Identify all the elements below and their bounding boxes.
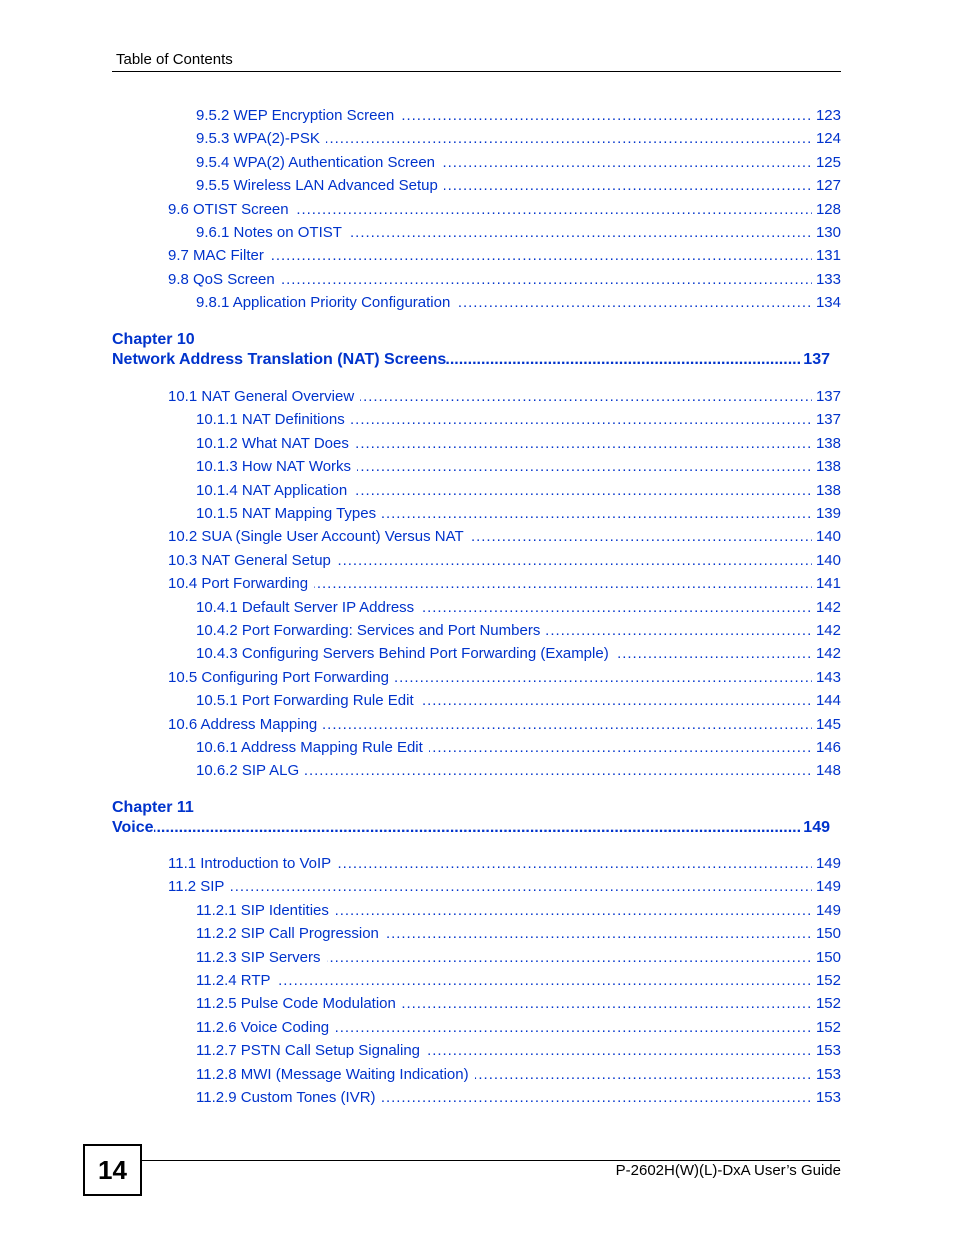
toc-entry-title: 10.4.3 Configuring Servers Behind Port Forwarding (Example) <box>196 645 615 662</box>
toc-entry-page: 153 <box>812 1088 841 1108</box>
toc-entry-page: 144 <box>812 691 841 711</box>
dot-leader <box>112 817 830 839</box>
toc-entry[interactable] <box>168 854 841 874</box>
toc-entry[interactable] <box>196 410 841 430</box>
toc-entry-page: 142 <box>812 644 841 664</box>
toc-entry-title: 11.2.5 Pulse Code Modulation <box>196 995 402 1012</box>
chapter-10-title: Network Address Translation (NAT) Screens <box>112 351 447 368</box>
toc-entry[interactable] <box>196 738 841 758</box>
toc-entry-title: 10.6 Address Mapping <box>168 716 323 733</box>
header-divider <box>112 71 841 72</box>
toc-entry-page: 152 <box>812 994 841 1014</box>
toc-entry-page: 141 <box>812 574 841 594</box>
toc-entry-page: 153 <box>812 1065 841 1085</box>
toc-entry-title: 11.2.8 MWI (Message Waiting Indication) <box>196 1066 475 1083</box>
toc-entry[interactable] <box>196 457 841 477</box>
toc-entry-title: 10.1 NAT General Overview <box>168 388 360 405</box>
toc-entry-title: 11.1 Introduction to VoIP <box>168 855 337 872</box>
toc-entry-title: 11.2.3 SIP Servers <box>196 949 327 966</box>
toc-entry-title: 9.8.1 Application Priority Configuration <box>196 294 456 311</box>
toc-entry-page: 139 <box>812 504 841 524</box>
toc-entry-page: 123 <box>812 106 841 126</box>
toc-entry[interactable] <box>196 901 841 921</box>
toc-entry-page: 150 <box>812 948 841 968</box>
toc-entry-page: 133 <box>812 270 841 290</box>
toc-entry[interactable] <box>196 948 841 968</box>
toc-entry[interactable] <box>168 668 841 688</box>
toc-entry-title: 10.1.4 NAT Application <box>196 482 353 499</box>
toc-entry[interactable] <box>196 1018 841 1038</box>
toc-entry[interactable] <box>196 504 841 524</box>
toc-entry-page: 124 <box>812 129 841 149</box>
toc-entry-page: 152 <box>812 1018 841 1038</box>
toc-entry[interactable] <box>196 129 841 149</box>
toc-entry[interactable] <box>168 527 841 547</box>
toc-entry-page: 153 <box>812 1041 841 1061</box>
toc-entry-title: 10.3 NAT General Setup <box>168 552 337 569</box>
toc-entry-title: 10.2 SUA (Single User Account) Versus NAT <box>168 528 470 545</box>
toc-entry-title: 10.6.1 Address Mapping Rule Edit <box>196 739 429 756</box>
toc-entry-title: 11.2.6 Voice Coding <box>196 1019 335 1036</box>
toc-entry-page: 142 <box>812 621 841 641</box>
toc-entry-page: 130 <box>812 223 841 243</box>
chapter-10-page: 137 <box>801 349 830 371</box>
toc-entry-page: 145 <box>812 715 841 735</box>
toc-entry[interactable] <box>196 481 841 501</box>
toc-entry-title: 10.1.5 NAT Mapping Types <box>196 505 382 522</box>
toc-entry[interactable] <box>196 621 841 641</box>
toc-entry-title: 10.1.2 What NAT Does <box>196 435 355 452</box>
toc-entry[interactable] <box>196 761 841 781</box>
toc-entry-title: 11.2.1 SIP Identities <box>196 902 335 919</box>
toc-entry-page: 138 <box>812 434 841 454</box>
toc-entry[interactable] <box>196 1065 841 1085</box>
toc-entry[interactable] <box>196 223 841 243</box>
toc-entry-page: 148 <box>812 761 841 781</box>
toc-entry-page: 149 <box>812 854 841 874</box>
toc-entry-title: 11.2.7 PSTN Call Setup Signaling <box>196 1042 426 1059</box>
toc-entry[interactable] <box>196 106 841 126</box>
toc-entry-title: 10.4.2 Port Forwarding: Services and Port Numbers <box>196 622 546 639</box>
chapter-11-entry[interactable] <box>112 817 830 839</box>
toc-entry[interactable] <box>168 551 841 571</box>
toc-entry[interactable] <box>168 715 841 735</box>
toc-entry-title: 9.7 MAC Filter <box>168 247 270 264</box>
toc-entry[interactable] <box>196 293 841 313</box>
toc-entry-page: 152 <box>812 971 841 991</box>
toc-entry-page: 138 <box>812 457 841 477</box>
dot-leader <box>168 877 841 897</box>
chapter-11-title: Voice <box>112 819 154 836</box>
toc-entry-title: 11.2.4 RTP <box>196 972 277 989</box>
toc-entry-title: 10.6.2 SIP ALG <box>196 762 305 779</box>
toc-entry-page: 137 <box>812 387 841 407</box>
toc-entry[interactable] <box>196 1088 841 1108</box>
toc-entry[interactable] <box>196 691 841 711</box>
toc-entry[interactable] <box>168 200 841 220</box>
toc-entry-title: 9.8 QoS Screen <box>168 271 281 288</box>
toc-entry-page: 131 <box>812 246 841 266</box>
toc-entry[interactable] <box>196 924 841 944</box>
toc-entry-title: 10.1.1 NAT Definitions <box>196 411 351 428</box>
toc-entry-title: 10.5 Configuring Port Forwarding <box>168 669 395 686</box>
toc-entry-title: 11.2.2 SIP Call Progression <box>196 925 385 942</box>
toc-entry[interactable] <box>196 644 841 664</box>
toc-entry-page: 140 <box>812 527 841 547</box>
toc-entry[interactable] <box>196 176 841 196</box>
chapter-10-entry[interactable] <box>112 349 830 371</box>
toc-entry[interactable] <box>196 434 841 454</box>
toc-entry-page: 137 <box>812 410 841 430</box>
toc-entry-page: 142 <box>812 598 841 618</box>
toc-entry-title: 9.5.4 WPA(2) Authentication Screen <box>196 154 441 171</box>
toc-entry[interactable] <box>196 1041 841 1061</box>
toc-entry-page: 125 <box>812 153 841 173</box>
toc-entry[interactable] <box>196 598 841 618</box>
chapter-11-label[interactable]: Chapter 11 <box>112 799 194 816</box>
toc-entry-title: 10.4.1 Default Server IP Address <box>196 599 420 616</box>
toc-entry-title: 10.4 Port Forwarding <box>168 575 314 592</box>
toc-entry[interactable] <box>168 270 841 290</box>
toc-entry-page: 140 <box>812 551 841 571</box>
page-header-title: Table of Contents <box>116 51 233 68</box>
toc-entry-title: 9.5.5 Wireless LAN Advanced Setup <box>196 177 444 194</box>
page-number-box: 14 <box>83 1144 142 1196</box>
toc-entry[interactable] <box>168 387 841 407</box>
dot-leader <box>196 971 841 991</box>
toc-entry-page: 128 <box>812 200 841 220</box>
toc-entry-title: 9.5.2 WEP Encryption Screen <box>196 107 400 124</box>
toc-entry-title: 11.2 SIP <box>168 878 230 895</box>
chapter-10-label[interactable]: Chapter 10 <box>112 331 195 348</box>
toc-entry-page: 138 <box>812 481 841 501</box>
toc-entry-page: 149 <box>812 901 841 921</box>
toc-entry-page: 149 <box>812 877 841 897</box>
toc-entry-page: 146 <box>812 738 841 758</box>
toc-entry-title: 10.1.3 How NAT Works <box>196 458 357 475</box>
toc-entry[interactable] <box>168 877 841 897</box>
toc-entry-page: 127 <box>812 176 841 196</box>
toc-entry[interactable] <box>196 971 841 991</box>
footer-guide-title: P-2602H(W)(L)-DxA User’s Guide <box>615 1162 841 1179</box>
toc-entry[interactable] <box>196 994 841 1014</box>
chapter-11-page: 149 <box>801 817 830 839</box>
toc-entry[interactable] <box>196 153 841 173</box>
toc-entry-title: 11.2.9 Custom Tones (IVR) <box>196 1089 382 1106</box>
toc-entry-title: 10.5.1 Port Forwarding Rule Edit <box>196 692 420 709</box>
toc-entry[interactable] <box>168 574 841 594</box>
toc-entry[interactable] <box>168 246 841 266</box>
toc-entry-title: 9.5.3 WPA(2)-PSK <box>196 130 326 147</box>
toc-entry-title: 9.6.1 Notes on OTIST <box>196 224 348 241</box>
toc-entry-page: 143 <box>812 668 841 688</box>
toc-entry-page: 150 <box>812 924 841 944</box>
toc-entry-page: 134 <box>812 293 841 313</box>
toc-entry-title: 9.6 OTIST Screen <box>168 201 295 218</box>
